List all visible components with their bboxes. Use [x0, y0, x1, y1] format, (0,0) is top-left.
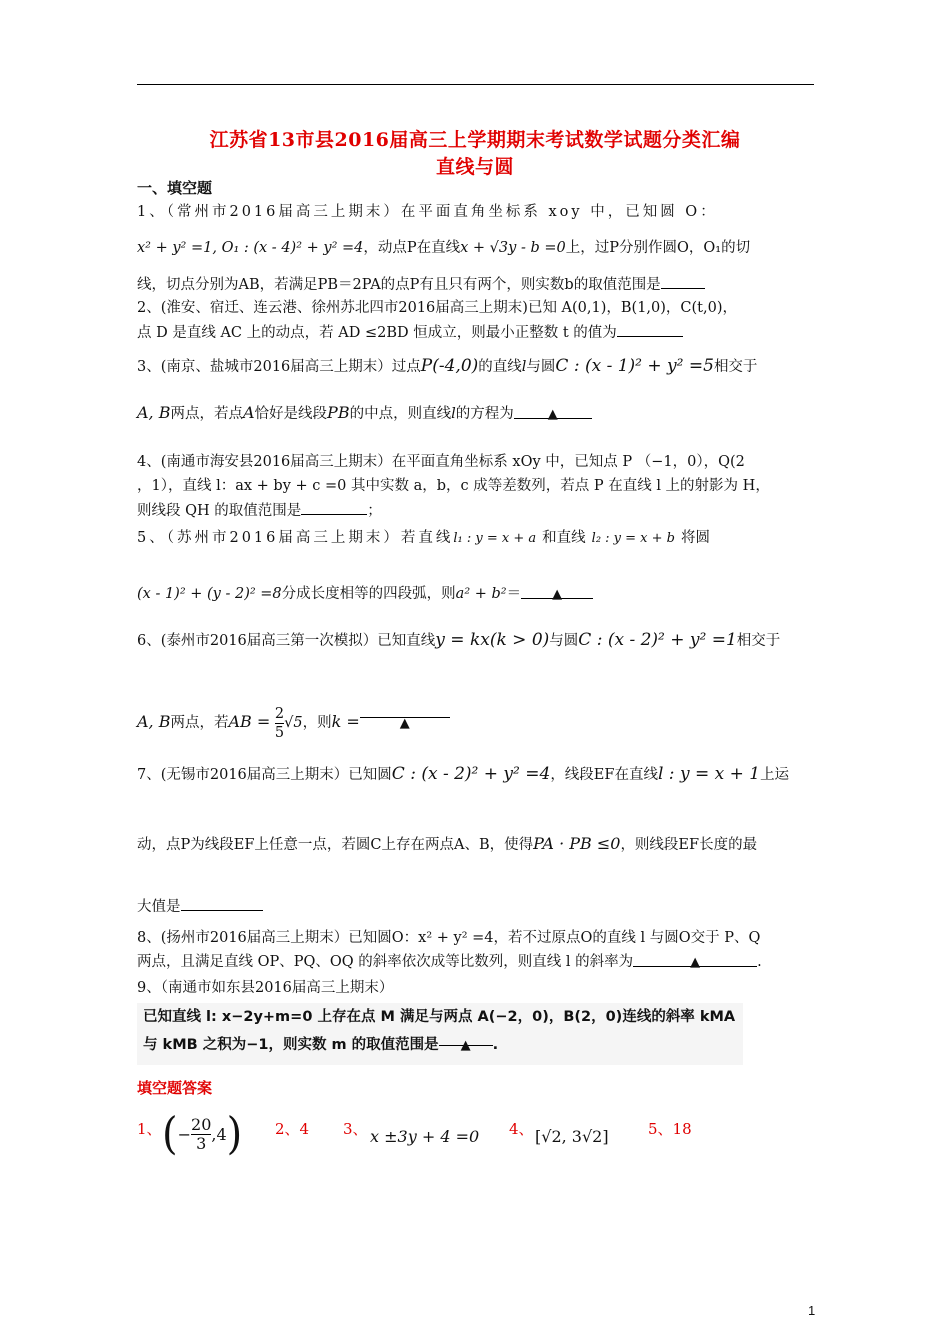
- q3-line-l: l: [521, 359, 527, 375]
- q5-line-l1: l₁ : y = x + a: [453, 531, 537, 546]
- q4-answer-blank: [301, 500, 367, 515]
- q1-line-math: x + √3y - b =0: [460, 240, 566, 256]
- q5-text-b: 和直线: [542, 530, 586, 546]
- q7-answer-blank: [181, 896, 263, 911]
- q5-text-c: 将圆: [680, 530, 710, 546]
- q4-line3: [137, 500, 817, 521]
- q9-img-line2: [143, 1031, 743, 1059]
- q1-circles-math: x² + y² =1, O₁ : (x - 4)² + y² =4: [137, 240, 364, 256]
- answer-1-neg: −: [177, 1124, 192, 1144]
- answer-1-interval: [162, 1110, 242, 1158]
- q7-line3: [137, 896, 817, 917]
- answer-3: [343, 1118, 368, 1139]
- triangle-marker: ▲: [690, 955, 701, 970]
- q5-circle: (x - 1)² + (y - 2)² =8: [137, 586, 282, 602]
- q4-line1: 4、(南通市海安县2016届高三上期末）在平面直角坐标系 xOy 中，已知点 P （−1，0），Q(2: [137, 454, 745, 470]
- triangle-marker: ▲: [460, 1038, 471, 1053]
- q2-line1: 2、(淮安、宿迁、连云港、徐州苏北四市2016届高三上期末)已知 A(0,1)，B(1,0)，C(t,0)，: [137, 300, 737, 316]
- header-rule: [137, 84, 814, 85]
- q3-answer-blank: [514, 404, 592, 422]
- answer-4-label: 4、: [509, 1120, 534, 1138]
- q3-point-p: P(-4,0): [420, 356, 479, 376]
- q7-circle: C : (x - 2)² + y² =4: [391, 764, 551, 784]
- q8-text: 两点，且满足直线 OP、PQ、OQ 的斜率依次成等比数列，则直线 l 的斜率为: [137, 954, 634, 970]
- q6-answer-blank: [360, 703, 450, 731]
- answer-2: 2、4: [275, 1120, 310, 1138]
- q9-img-line1: 已知直线 l: x−2y+m=0 上存在点 M 满足与两点 A(−2，0)，B(2，0)连线的斜率 kMA: [143, 1009, 736, 1025]
- q5-answer-blank: [521, 584, 593, 602]
- q7-line: l : y = x + 1: [657, 764, 761, 784]
- q7-text-b: ，线段EF在直线: [550, 767, 658, 783]
- answer-3-math: x ±3y + 4 =0: [370, 1127, 480, 1146]
- q6-frac-num: 2: [274, 705, 285, 722]
- q3-ab: A, B: [137, 403, 171, 422]
- q9-img-end: .: [492, 1037, 499, 1053]
- q3-circle-c: C : (x - 1)² + y² =5: [555, 356, 714, 376]
- q8-text-end: .: [757, 954, 762, 970]
- q6-text-a: 6、(泰州市2016届高三第一次模拟）已知直线: [137, 633, 436, 649]
- q9-line1: 9、（南通市如东县2016届高三上期末）: [137, 980, 394, 996]
- answers-heading: 填空题答案: [137, 1079, 213, 1097]
- q5-text-e: ＝: [506, 586, 522, 602]
- q3-line-l2: l: [451, 406, 456, 422]
- page-title: 江苏省13市县2016届高三上学期期末考试数学试题分类汇编: [209, 129, 741, 151]
- answer-1-label: 1、: [137, 1120, 162, 1138]
- q6-circle: C : (x - 2)² + y² =1: [578, 630, 737, 650]
- answer-1-num: 20: [191, 1114, 212, 1134]
- q3-line1: [137, 356, 817, 377]
- triangle-marker: ▲: [552, 587, 563, 602]
- q1-answer-blank: [661, 274, 705, 289]
- page-number: 1: [808, 1303, 816, 1318]
- q3-text-f: 恰好是线段: [254, 406, 328, 422]
- q9-img-text: 与 kMB 之积为−1，则实数 m 的取值范围是: [143, 1037, 439, 1053]
- q6-ab-eq: AB =: [228, 712, 271, 731]
- q4-text-end: ；: [367, 503, 382, 519]
- q1-text-c: 线，切点分别为AB，若满足PB＝2PA的点P有且只有两个，则实数b的取值范围是: [137, 277, 661, 293]
- q6-line: y = kx(k > 0): [435, 630, 550, 650]
- q1-line1: 1、（常州市2016届高三上期末）在平面直角坐标系 xoy 中，已知圆 O：: [137, 204, 718, 220]
- q7-text-a: 7、(无锡市2016届高三上期末）已知圆: [137, 767, 392, 783]
- right-paren: ): [226, 1108, 243, 1160]
- q6-sqrt5: √5: [284, 715, 303, 731]
- q7-text-e: ，则线段EF长度的最: [620, 837, 758, 853]
- q7-text-f: 大值是: [137, 899, 181, 915]
- q3-line2: [137, 403, 817, 424]
- q6-text-b: 与圆: [549, 633, 579, 649]
- left-paren: (: [162, 1108, 178, 1160]
- q1-line3: [137, 274, 817, 295]
- q5-expression: a² + b²: [455, 586, 507, 602]
- q2-text: 点 D 是直线 AC 上的动点，若 AD ≤2BD 恒成立，则最小正整数 t 的值为: [137, 325, 617, 341]
- q1-text-a: ，动点P在直线: [363, 240, 461, 256]
- triangle-marker: ▲: [399, 716, 410, 731]
- q3-text-b: 的直线: [478, 359, 522, 375]
- q5-text-d: 分成长度相等的四段弧，则: [281, 586, 456, 602]
- q4-line2: ，1），直线 l：ax + by + c =0 其中实数 a，b，c 成等差数列，若点 P 在直线 l 上的射影为 H，: [137, 478, 770, 494]
- q5-text-a: 5、（苏州市2016届高三上期末）若直线: [137, 530, 454, 546]
- q6-fraction: [275, 705, 284, 742]
- q3-text-e: 两点，若点: [170, 406, 243, 422]
- q6-ab: A, B: [137, 712, 171, 731]
- q1-line2: [137, 238, 817, 258]
- q3-text-h: 的方程为: [455, 406, 514, 422]
- q6-line2: [137, 702, 817, 743]
- q3-point-a: A: [242, 403, 255, 422]
- answer-3-label: 3、: [343, 1120, 368, 1138]
- q9-answer-blank: [439, 1031, 493, 1053]
- q7-line1: [137, 764, 817, 785]
- q8-line2: [137, 952, 817, 972]
- q3-segment-pb: PB: [327, 403, 350, 422]
- q6-text-c: 相交于: [736, 633, 781, 649]
- answer-1-tail: ,4: [211, 1124, 227, 1144]
- q2-line2: [137, 322, 817, 343]
- q6-text-d: 两点，若: [170, 715, 229, 731]
- answer-4-math: [√2, 3√2]: [535, 1127, 609, 1146]
- q8-line1: 8、(扬州市2016届高三上期末）已知圆O：x² + y² =4，若不过原点O的直线 l 与圆O交于 P、Q: [137, 930, 761, 946]
- page-subtitle: 直线与圆: [435, 156, 514, 178]
- q5-line2: [137, 584, 817, 604]
- q9-embedded-image: [137, 1003, 743, 1065]
- q7-line2: [137, 834, 817, 855]
- q6-k: k =: [331, 712, 360, 731]
- answer-1-fraction: [191, 1116, 211, 1153]
- q2-answer-blank: [617, 322, 683, 337]
- q6-line1: [137, 630, 817, 651]
- q3-text-a: 3、(南京、盐城市2016届高三上期末）过点: [137, 359, 421, 375]
- q6-text-e: ，则: [302, 715, 332, 731]
- triangle-marker: ▲: [547, 407, 558, 422]
- q7-text-c: 上运: [760, 767, 790, 783]
- answer-4: [509, 1118, 534, 1139]
- q3-text-g: 的中点，则直线: [349, 406, 452, 422]
- answer-1: [137, 1118, 162, 1139]
- q1-text-b: 上，过P分别作圆O，O₁的切: [565, 240, 751, 256]
- q7-dot-product: PA · PB ≤0: [533, 834, 621, 853]
- q3-text-c: 与圆: [526, 359, 556, 375]
- answer-1-den: 3: [196, 1133, 207, 1153]
- q8-answer-blank: [633, 952, 757, 970]
- q6-frac-den: 5: [274, 724, 285, 741]
- q4-text: 则线段 QH 的取值范围是: [137, 503, 302, 519]
- answer-5: 5、18: [648, 1120, 692, 1138]
- q5-line-l2: l₂ : y = x + b: [591, 531, 675, 546]
- section-heading-fill-blank: 一、填空题: [137, 179, 213, 197]
- q5-line1: [137, 528, 817, 549]
- q7-text-d: 动，点P为线段EF上任意一点，若圆C上存在两点A、B，使得: [137, 837, 534, 853]
- q3-text-d: 相交于: [713, 359, 758, 375]
